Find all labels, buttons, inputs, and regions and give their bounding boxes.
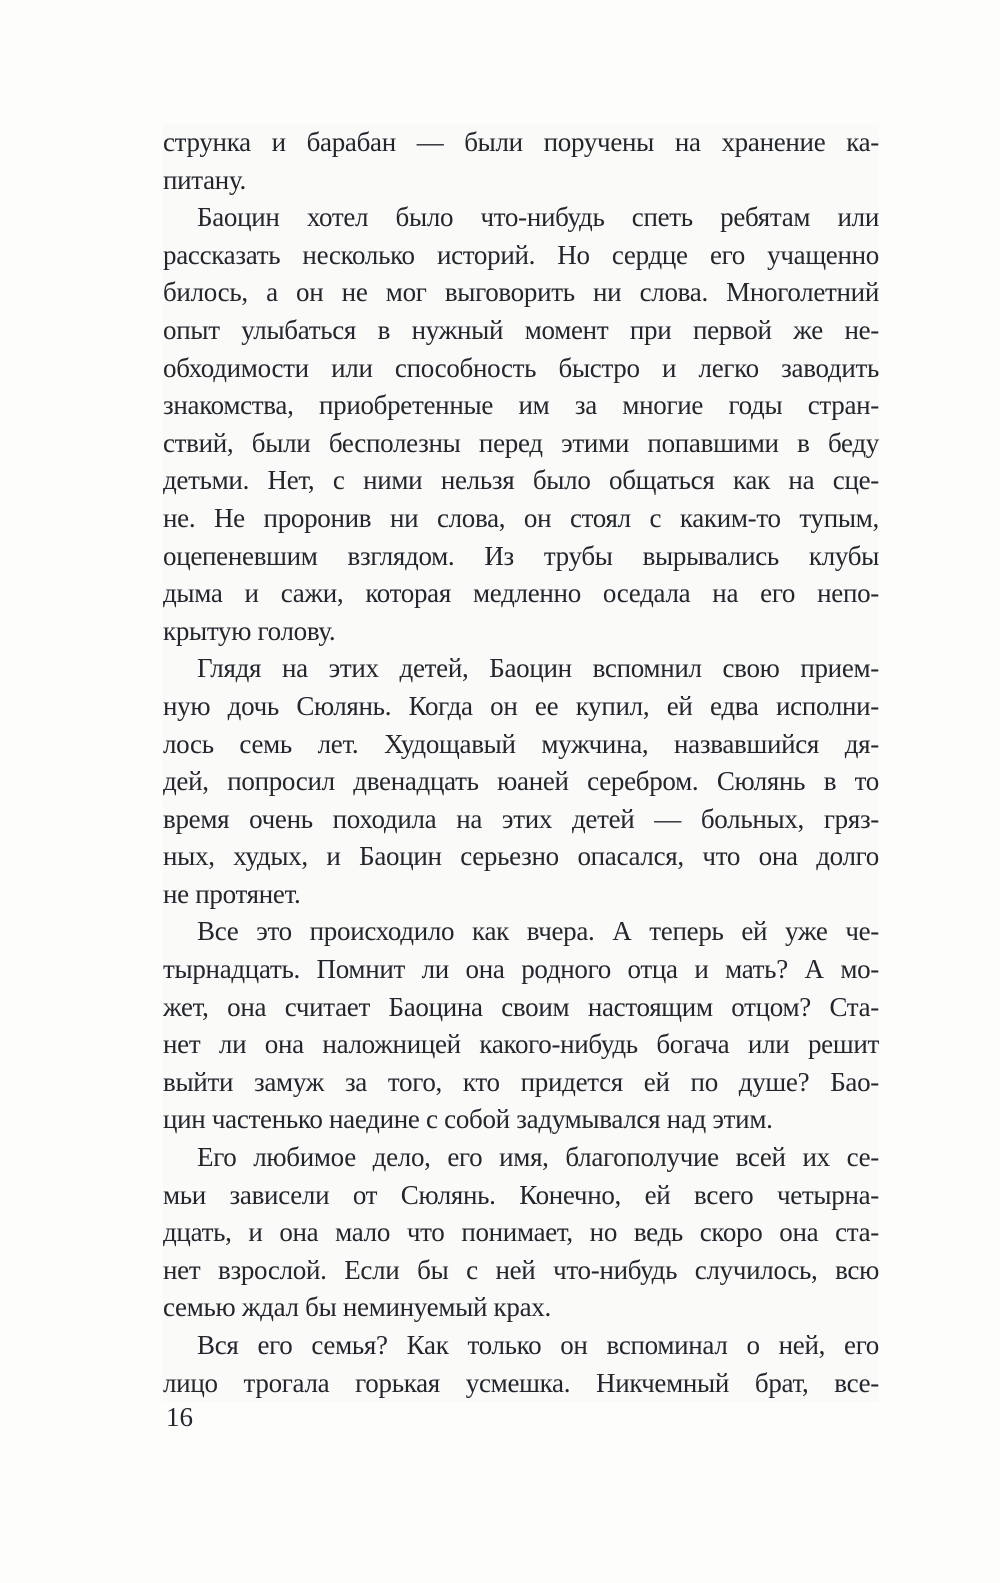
text-line: крытую голову. [163, 613, 879, 651]
text-line: время очень походила на этих детей — больных, гряз- [163, 801, 879, 839]
text-line: дцать, и она мало что понимает, но ведь скоро она ста- [163, 1214, 879, 1252]
text-line: оцепеневшим взглядом. Из трубы вырывались клубы [163, 538, 879, 576]
text-line: лицо трогала горькая усмешка. Никчемный брат, все- [163, 1365, 879, 1403]
text-line: Вся его семья? Как только он вспоминал о ней, его [163, 1327, 879, 1365]
text-line: опыт улыбаться в нужный момент при первой же не- [163, 312, 879, 350]
text-line: Баоцин хотел было что-нибудь спеть ребятам или [163, 199, 879, 237]
text-line: ствий, были бесполезны перед этими попавшими в беду [163, 425, 879, 463]
text-line: тырнадцать. Помнит ли она родного отца и мать? А мо- [163, 951, 879, 989]
text-line: Глядя на этих детей, Баоцин вспомнил свою прием- [163, 650, 879, 688]
text-line: не протянет. [163, 876, 879, 914]
text-line: не. Не проронив ни слова, он стоял с каким-то тупым, [163, 500, 879, 538]
text-line: цин частенько наедине с собой задумывался над этим. [163, 1101, 879, 1139]
paragraph [163, 1139, 879, 1327]
paragraph [163, 913, 879, 1139]
page-text [163, 124, 879, 1402]
text-line: нет ли она наложницей какого-нибудь богача или решит [163, 1026, 879, 1064]
text-line: дыма и сажи, которая медленно оседала на его непо- [163, 575, 879, 613]
text-line: билось, а он не мог выговорить ни слова. Многолетний [163, 274, 879, 312]
text-line: дей, попросил двенадцать юаней серебром. Сюлянь в то [163, 763, 879, 801]
text-line: жет, она считает Баоцина своим настоящим отцом? Ста- [163, 989, 879, 1027]
page-number: 16 [166, 1402, 193, 1432]
text-line: знакомства, приобретенные им за многие годы стран- [163, 387, 879, 425]
text-line: выйти замуж за того, кто придется ей по душе? Бао- [163, 1064, 879, 1102]
text-line: рассказать несколько историй. Но сердце его учащенно [163, 237, 879, 275]
text-line: нет взрослой. Если бы с ней что-нибудь случилось, всю [163, 1252, 879, 1290]
text-line: семью ждал бы неминуемый крах. [163, 1289, 879, 1327]
text-line: лось семь лет. Худощавый мужчина, назвавшийся дя- [163, 726, 879, 764]
text-line: ную дочь Сюлянь. Когда он ее купил, ей едва исполни- [163, 688, 879, 726]
text-line: мьи зависели от Сюлянь. Конечно, ей всего четырна- [163, 1177, 879, 1215]
paragraph [163, 650, 879, 913]
paragraph [163, 1327, 879, 1402]
paragraph [163, 124, 879, 199]
text-line: струнка и барабан — были поручены на хранение ка- [163, 124, 879, 162]
text-line: ных, худых, и Баоцин серьезно опасался, что она долго [163, 838, 879, 876]
text-line: обходимости или способность быстро и легко заводить [163, 350, 879, 388]
text-line: Его любимое дело, его имя, благополучие всей их се- [163, 1139, 879, 1177]
text-line: питану. [163, 162, 879, 200]
text-line: Все это происходило как вчера. А теперь ей уже че- [163, 913, 879, 951]
paragraph [163, 199, 879, 650]
text-line: детьми. Нет, с ними нельзя было общаться как на сце- [163, 462, 879, 500]
